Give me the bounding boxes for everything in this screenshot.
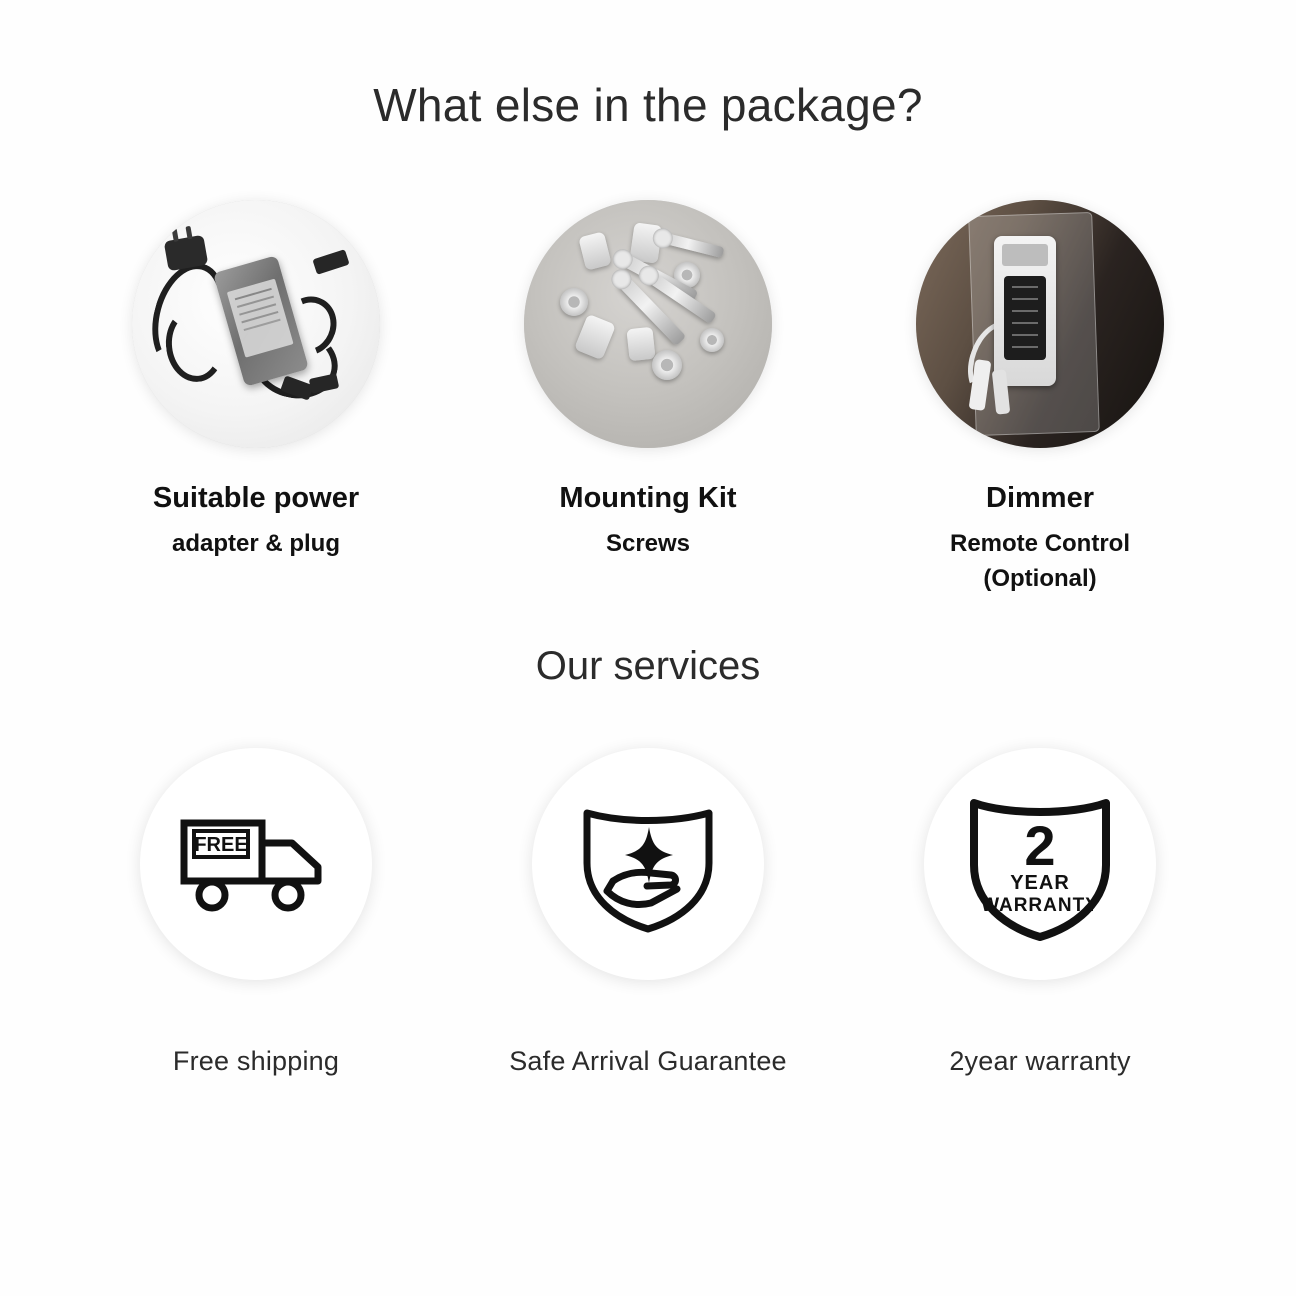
- service-item-safe-arrival: [452, 748, 844, 1077]
- package-item-mounting-kit: [452, 200, 844, 597]
- package-item-subtitle: adapter & plug: [171, 530, 340, 557]
- package-item-title: Dimmer: [986, 482, 1094, 514]
- package-item-title: Suitable power: [152, 482, 360, 514]
- service-label: Free shipping: [172, 1046, 340, 1076]
- warranty-circle: [924, 748, 1156, 980]
- warranty-shield-icon: [960, 779, 1120, 949]
- package-item-subtitle-line1: Remote Control: [950, 530, 1130, 557]
- service-label: Safe Arrival Guarantee: [509, 1046, 787, 1076]
- warranty-year-label: YEAR: [1010, 872, 1070, 894]
- service-item-free-shipping: [60, 748, 452, 1077]
- package-contents-row: [60, 200, 1236, 597]
- free-shipping-truck-icon: [176, 809, 336, 919]
- package-item-power: [60, 200, 452, 597]
- package-item-subtitle: Screws: [605, 530, 691, 557]
- page-title-services: Our services: [535, 644, 761, 688]
- warranty-word-label: WARRANTY: [981, 895, 1099, 916]
- service-label: 2year warranty: [949, 1046, 1131, 1076]
- page-title-package: What else in the package?: [373, 79, 923, 131]
- safe-arrival-shield-icon: [573, 789, 723, 939]
- package-item-subtitle: [950, 527, 1130, 597]
- free-badge-text: FREE: [194, 834, 248, 856]
- screws-photo: [524, 200, 772, 448]
- safe-arrival-circle: [532, 748, 764, 980]
- free-shipping-circle: [140, 748, 372, 980]
- power-adapter-photo: [132, 200, 380, 448]
- service-item-warranty: [844, 748, 1236, 1077]
- package-item-subtitle-line2: (Optional): [983, 564, 1097, 592]
- package-item-dimmer: [844, 200, 1236, 597]
- dimmer-remote-photo: [916, 200, 1164, 448]
- warranty-years-number: 2: [1024, 814, 1056, 877]
- services-row: [60, 748, 1236, 1077]
- package-item-title: Mounting Kit: [559, 482, 737, 514]
